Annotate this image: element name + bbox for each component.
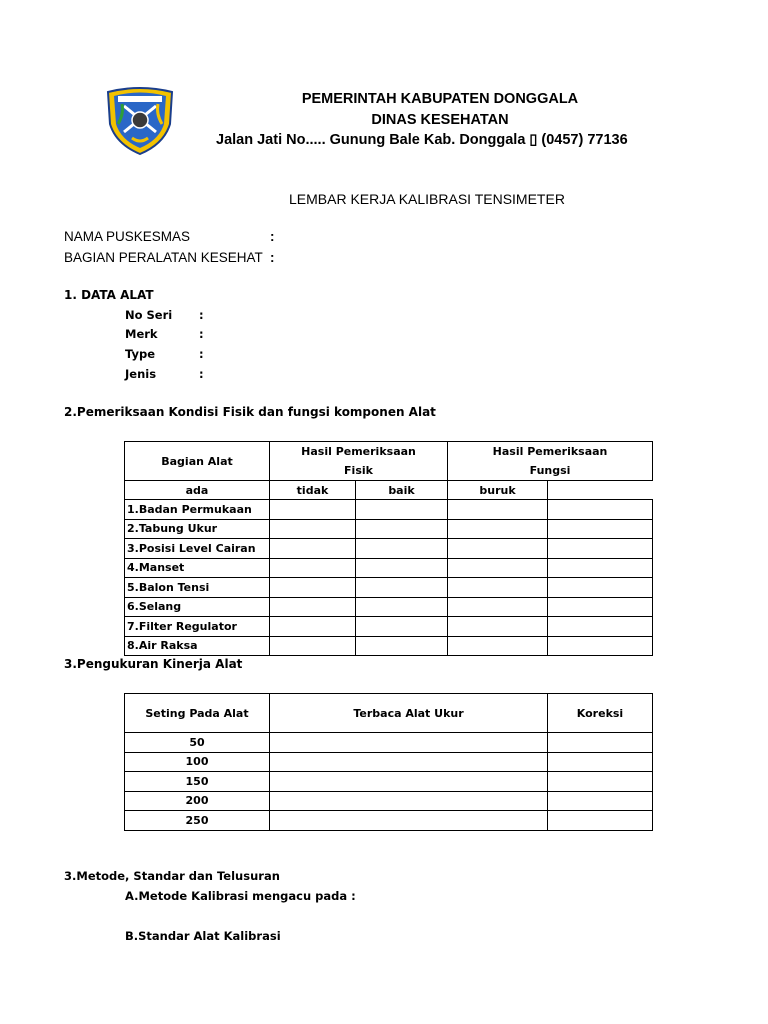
cell-baik[interactable] (448, 578, 548, 598)
cell-ada[interactable] (270, 578, 356, 598)
row-label: 6.Selang (125, 597, 270, 617)
section-data-alat-title: 1. DATA ALAT (64, 288, 154, 302)
column-header-part: Bagian Alat (125, 442, 270, 481)
column-header-reading: Terbaca Alat Ukur (270, 694, 548, 733)
cell-reading[interactable] (270, 791, 548, 811)
cell-tidak[interactable] (356, 519, 448, 539)
table-row (125, 558, 653, 578)
physical-check-table (124, 441, 653, 656)
cell-reading[interactable] (270, 772, 548, 792)
cell-baik[interactable] (448, 617, 548, 637)
cell-reading[interactable] (270, 733, 548, 753)
cell-baik[interactable] (448, 597, 548, 617)
cell-baik[interactable] (448, 500, 548, 520)
cell-ada[interactable] (270, 519, 356, 539)
cell-tidak[interactable] (356, 558, 448, 578)
table-row (125, 578, 653, 598)
header-address: Jalan Jati No..... Gunung Bale Kab. Donggala ▯ (0457) 77136 (216, 132, 628, 148)
cell-correction[interactable] (548, 791, 653, 811)
setting-value: 200 (125, 791, 270, 811)
cell-buruk[interactable] (548, 597, 653, 617)
column-header-buruk: buruk (448, 481, 548, 500)
document-title: LEMBAR KERJA KALIBRASI TENSIMETER (289, 191, 565, 207)
header-government-name: PEMERINTAH KABUPATEN DONGGALA (301, 91, 579, 107)
cell-ada[interactable] (270, 500, 356, 520)
setting-value: 250 (125, 811, 270, 831)
performance-table (124, 693, 653, 831)
section-method-title: 3.Metode, Standar dan Telusuran (64, 869, 280, 883)
cell-buruk[interactable] (548, 558, 653, 578)
cell-tidak[interactable] (356, 539, 448, 559)
setting-value: 50 (125, 733, 270, 753)
cell-buruk[interactable] (548, 500, 653, 520)
cell-tidak[interactable] (356, 578, 448, 598)
column-header-setting: Seting Pada Alat (125, 694, 270, 733)
cell-correction[interactable] (548, 733, 653, 753)
cell-tidak[interactable] (356, 636, 448, 656)
table-row (125, 597, 653, 617)
table-row (125, 500, 653, 520)
cell-buruk[interactable] (548, 617, 653, 637)
header-department-name: DINAS KESEHATAN (371, 112, 509, 128)
data-item-separator: : (199, 327, 204, 341)
cell-baik[interactable] (448, 636, 548, 656)
field-puskesmas-separator: : (270, 229, 275, 244)
cell-buruk[interactable] (548, 519, 653, 539)
table-row (125, 617, 653, 637)
data-item-label: Type (125, 347, 156, 361)
cell-tidak[interactable] (356, 597, 448, 617)
row-label: 2.Tabung Ukur (125, 519, 270, 539)
calibration-standard-label: B.Standar Alat Kalibrasi (125, 929, 281, 943)
row-label: 3.Posisi Level Cairan (125, 539, 270, 559)
column-header-ada: ada (125, 481, 270, 500)
column-group-function (448, 442, 653, 481)
table-row (125, 733, 653, 753)
cell-baik[interactable] (448, 558, 548, 578)
cell-baik[interactable] (448, 539, 548, 559)
row-label: 4.Manset (125, 558, 270, 578)
cell-correction[interactable] (548, 811, 653, 831)
row-label: 8.Air Raksa (125, 636, 270, 656)
table-row (125, 811, 653, 831)
table-row (125, 772, 653, 792)
cell-reading[interactable] (270, 752, 548, 772)
data-item-label: No Seri (125, 308, 173, 322)
data-item-label: Jenis (125, 367, 157, 381)
field-puskesmas-label: NAMA PUSKESMAS (64, 229, 191, 244)
row-label: 7.Filter Regulator (125, 617, 270, 637)
cell-reading[interactable] (270, 811, 548, 831)
cell-ada[interactable] (270, 539, 356, 559)
section-physical-check-title: 2.Pemeriksaan Kondisi Fisik dan fungsi komponen Alat (64, 405, 436, 419)
cell-correction[interactable] (548, 772, 653, 792)
cell-tidak[interactable] (356, 500, 448, 520)
cell-ada[interactable] (270, 558, 356, 578)
regency-coat-of-arms-icon (104, 84, 176, 156)
setting-value: 150 (125, 772, 270, 792)
column-header-correction: Koreksi (548, 694, 653, 733)
column-group-physical (270, 442, 448, 481)
cell-ada[interactable] (270, 597, 356, 617)
cell-ada[interactable] (270, 636, 356, 656)
setting-value: 100 (125, 752, 270, 772)
data-item-separator: : (199, 347, 204, 361)
table-row (125, 752, 653, 772)
cell-buruk[interactable] (548, 578, 653, 598)
cell-buruk[interactable] (548, 539, 653, 559)
cell-tidak[interactable] (356, 617, 448, 637)
field-department-label: BAGIAN PERALATAN KESEHAT (64, 250, 263, 265)
column-header-tidak: tidak (270, 481, 356, 500)
data-item-separator: : (199, 367, 204, 381)
column-group-function-line1: Hasil Pemeriksaan (492, 445, 608, 458)
column-group-function-line2: Fungsi (529, 464, 571, 477)
table-row (125, 519, 653, 539)
row-label: 1.Badan Permukaan (125, 500, 270, 520)
cell-ada[interactable] (270, 617, 356, 637)
section-performance-title: 3.Pengukuran Kinerja Alat (64, 657, 243, 671)
method-reference-label: A.Metode Kalibrasi mengacu pada : (125, 889, 356, 903)
cell-buruk[interactable] (548, 636, 653, 656)
cell-baik[interactable] (448, 519, 548, 539)
cell-correction[interactable] (548, 752, 653, 772)
data-item-separator: : (199, 308, 204, 322)
field-department-separator: : (270, 250, 275, 265)
table-row (125, 636, 653, 656)
column-group-physical-line2: Fisik (344, 464, 373, 477)
table-row (125, 539, 653, 559)
column-header-baik: baik (356, 481, 448, 500)
data-item-label: Merk (125, 327, 158, 341)
table-row (125, 791, 653, 811)
column-group-physical-line1: Hasil Pemeriksaan (301, 445, 416, 458)
row-label: 5.Balon Tensi (125, 578, 270, 598)
